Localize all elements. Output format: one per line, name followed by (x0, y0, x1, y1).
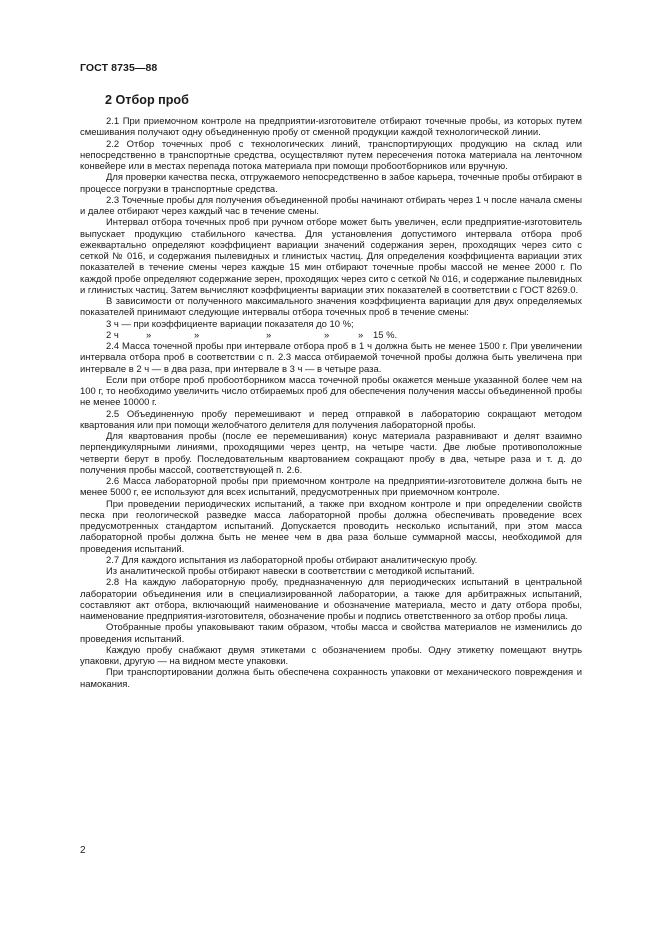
page-number: 2 (80, 845, 86, 856)
ditto-mark: » (266, 329, 272, 341)
paragraph-2-4: 2.4 Масса точечной пробы при интервале отбора проб в 1 ч должна быть не менее 1500 г. При увеличении интервала отбора проб в соответствии с п. 2.3 масса отбираемой точечной пробы должна быть увеличена при интервале в 2 ч — в два раза, при интервале в 3 ч — в четыре раза. (80, 341, 582, 375)
interval-value: 15 %. (373, 329, 398, 341)
document-header: ГОСТ 8735—88 (80, 62, 158, 74)
document-body (80, 116, 582, 690)
paragraph-2-3: 2.3 Точечные пробы для получения объединенной пробы начинают отбирать через 1 ч после начала смены и далее отбирают через каждый час в течение смены. (80, 194, 582, 217)
ditto-mark: » (194, 329, 200, 341)
paragraph-sampler-mass: Если при отборе проб пробоотборником масса точечной пробы окажется меньше указанной более чем на 100 г, то необходимо увеличить число отбираемых проб для обеспечения получения массы объединенной пробы не менее 10000 г. (80, 374, 582, 409)
interval-line-3h: 3 ч — при коэффициенте вариации показателя до 10 %; (106, 318, 354, 330)
paragraph-quarry-check: Для проверки качества песка, отгружаемого непосредственно в забое карьера, точечные пробы отбирают в процессе погрузки в транспортные средства. (80, 172, 582, 195)
paragraph-2-1: 2.1 При приемочном контроле на предприятии-изготовителе отбирают точечные пробы, из которых путем смешивания получают одну объединенную пробу от сменной продукции каждой технологической линии. (80, 116, 582, 139)
ditto-mark: » (358, 329, 364, 341)
paragraph-2-7: 2.7 Для каждого испытания из лабораторной пробы отбирают аналитическую пробу. (106, 554, 478, 566)
ditto-mark: » (324, 329, 330, 341)
paragraph-labels: Каждую пробу снабжают двумя этикетами с обозначением пробы. Одну этикетку помещают внутрь упаковки, другую — на видном месте упаковки. (80, 644, 582, 667)
interval-hours: 2 ч (106, 329, 119, 341)
paragraph-2-5: 2.5 Объединенную пробу перемешивают и перед отправкой в лабораторию сокращают методом квартования или при помощи желобчатого делителя для получения лабораторной пробы. (80, 408, 582, 431)
paragraph-packing: Отобранные пробы упаковывают таким образом, чтобы масса и свойства материалов не изменились до проведения испытаний. (80, 622, 582, 645)
paragraph-2-6: 2.6 Масса лабораторной пробы при приемочном контроле на предприятии-изготовителе должна быть не менее 5000 г, ее используют для всех испытаний, предусмотренных при приемочном контроле. (80, 476, 582, 499)
paragraph-analytical: Из аналитической пробы отбирают навески в соответствии с методикой испытаний. (106, 566, 475, 577)
paragraph-transport: При транспортировании должна быть обеспечена сохранность упаковки от механического повреждения и намокания. (80, 667, 582, 690)
paragraph-2-8: 2.8 На каждую лабораторную пробу, предназначенную для периодических испытаний в центральной лаборатории объединения или в специализированной лаборатории, а также для арбитражных испытаний, составляют акт отбора, включающий наименование и обозначение материала, место и дату отбора пробы, наименование предприятия-изготовителя, обозначение пробы и подпись ответственного за отбор пробы лица. (80, 577, 582, 622)
section-title: 2 Отбор проб (105, 93, 189, 107)
paragraph-variation: В зависимости от полученного максимального значения коэффициента вариации для двух определяемых показателей принимают следующие интервалы отбора точечных проб в течение смены: (80, 296, 582, 319)
ditto-mark: » (146, 329, 152, 341)
paragraph-2-2: 2.2 Отбор точечных проб с технологических линий, транспортирующих продукцию на склад или непосредственно в транспортные средства, осуществляют путем пересечения потока материала на ленточном конвейере или в местах перепада потока материала при помощи пробоотборников или вручную. (80, 138, 582, 172)
paragraph-periodic-tests: При проведении периодических испытаний, а также при входном контроле и при определении свойств песка при геологической разведке масса лабораторной пробы должна обеспечивать проведение всех предусмотренных стандартом испытаний. Допускается проводить несколько испытаний, при этом масса лабораторной пробы должна быть не менее чем в два раза больше суммарной массы, необходимой для проведения испытаний. (80, 498, 582, 555)
interval-line-2h (80, 330, 582, 341)
paragraph-quartering: Для квартования пробы (после ее перемешивания) конус материала разравнивают и делят взаимно перпендикулярными линиями, проходящими через центр, на четыре части. Две любые противоположные четверти берут в пробу. Последовательным квартованием сокращают пробу в два, четыре раза и т. д. до получения пробы массой, соответствующей п. 2.6. (80, 431, 582, 476)
paragraph-interval: Интервал отбора точечных проб при ручном отборе может быть увеличен, если предприятие-изготовитель выпускает продукцию стабильного качества. Для установления допустимого интервала отбора проб ежеквартально определяют коэффициент вариации значений содержания зерен, проходящих через сито с сеткой № 016, и содержания пылевидных и глинистых частиц. Для определения коэффициента вариации этих показателей в течение смены через каждые 15 мин отбирают точечные пробы массой не менее 2000 г. По каждой пробе определяют содержание зерен, проходящих через сито с сеткой № 016, и содержание пылевидных и глинистых частиц. Затем вычисляют коэффициенты вариации этих показателей в соответствии с ГОСТ 8269.0. (80, 217, 582, 296)
